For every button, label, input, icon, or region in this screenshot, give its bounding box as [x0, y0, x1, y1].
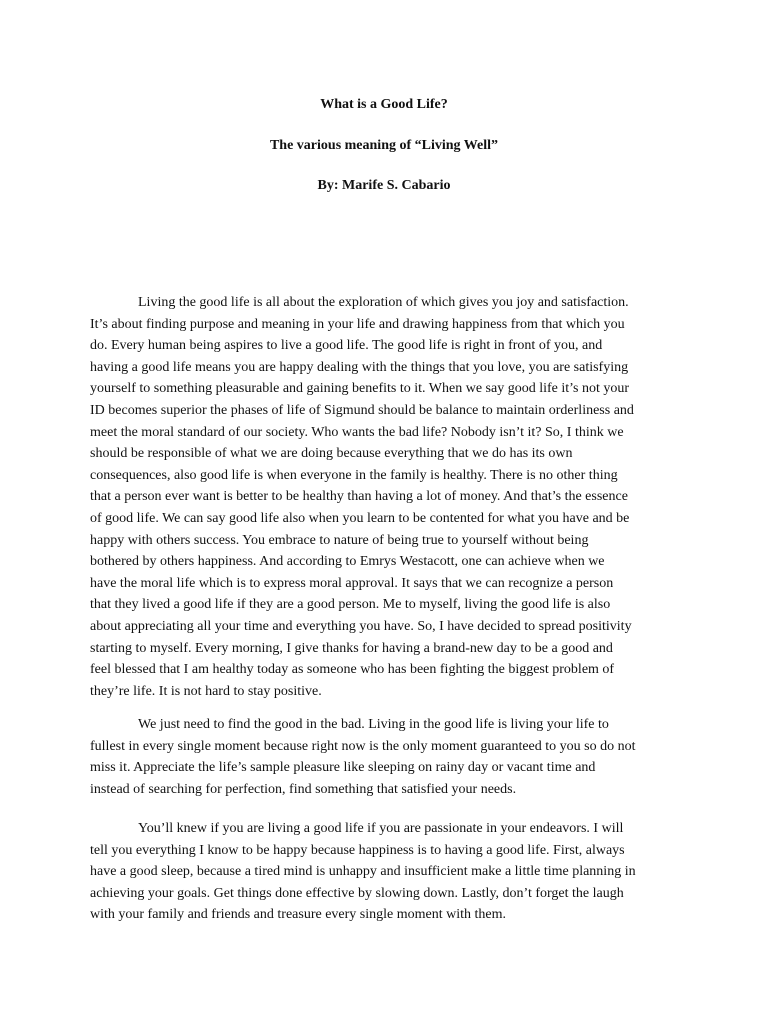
paragraph-line: have a good sleep, because a tired mind is unhappy and insufficient make a little time planning in — [90, 864, 636, 880]
paragraph-2 — [90, 714, 680, 800]
paragraph-line: consequences, also good life is when everyone in the family is healthy. There is no other thing — [90, 467, 618, 483]
paragraph-line: of good life. We can say good life also when you learn to be contented for what you have and be — [90, 510, 630, 526]
paragraph-line: It’s about finding purpose and meaning in your life and drawing happiness from that which you — [90, 316, 625, 332]
document-author: By: Marife S. Cabario — [317, 178, 451, 193]
paragraph-line: that a person ever want is better to be healthy than having a lot of money. And that’s the essence — [90, 489, 628, 505]
paragraph-line: You’ll knew if you are living a good life if you are passionate in your endeavors. I will — [138, 821, 624, 836]
paragraph-line: with your family and friends and treasure every single moment with them. — [90, 907, 507, 923]
paragraph-line: they’re life. It is not hard to stay positive. — [90, 683, 322, 699]
paragraph-line: about appreciating all your time and everything you have. So, I have decided to spread positivity — [90, 618, 632, 634]
paragraph-line: happy with others success. You embrace to nature of being true to yourself without being — [90, 532, 589, 548]
paragraph-1 — [90, 292, 680, 702]
paragraph-line: achieving your goals. Get things done effective by slowing down. Lastly, don’t forget the laugh — [90, 885, 624, 901]
paragraph-line: do. Every human being aspires to live a good life. The good life is right in front of you, and — [90, 338, 603, 354]
paragraph-line: bothered by others happiness. And according to Emrys Westacott, one can achieve when we — [90, 554, 605, 570]
paragraph-line: starting to myself. Every morning, I give thanks for having a brand-new day to be a good and — [90, 640, 613, 656]
paragraph-line: that they lived a good life if they are a good person. Me to myself, living the good life is also — [90, 597, 611, 613]
paragraph-line: feel blessed that I am healthy today as someone who has been fighting the biggest problem of — [90, 662, 615, 678]
paragraph-line: Living the good life is all about the exploration of which gives you joy and satisfaction. — [138, 295, 629, 310]
paragraph-line: having a good life means you are happy dealing with the things that you love, you are satisfying — [90, 359, 629, 375]
paragraph-line: We just need to find the good in the bad. Living in the good life is living your life to — [138, 717, 609, 732]
document-title: What is a Good Life? — [320, 97, 448, 112]
paragraph-3 — [90, 818, 680, 926]
paragraph-line: meet the moral standard of our society. Who wants the bad life? Nobody isn’t it? So, I think we — [90, 424, 624, 440]
paragraph-line: fullest in every single moment because right now is the only moment guaranteed to you so do not — [90, 738, 636, 754]
paragraph-line: yourself to something pleasurable and gaining benefits to it. When we say good life it’s not your — [90, 381, 630, 397]
paragraph-line: ID becomes superior the phases of life of Sigmund should be balance to maintain orderliness and — [90, 402, 634, 418]
paragraph-line: should be responsible of what we are doing because everything that we do has its own — [90, 446, 573, 462]
paragraph-line: instead of searching for perfection, find something that satisfied your needs. — [90, 781, 517, 797]
paragraph-line: miss it. Appreciate the life’s sample pleasure like sleeping on rainy day or vacant time and — [90, 760, 596, 776]
paragraph-line: tell you everything I know to be happy because happiness is to having a good life. First, always — [90, 842, 625, 858]
paragraph-line: have the moral life which is to express moral approval. It says that we can recognize a person — [90, 575, 614, 591]
document-subtitle: The various meaning of “Living Well” — [269, 138, 499, 153]
